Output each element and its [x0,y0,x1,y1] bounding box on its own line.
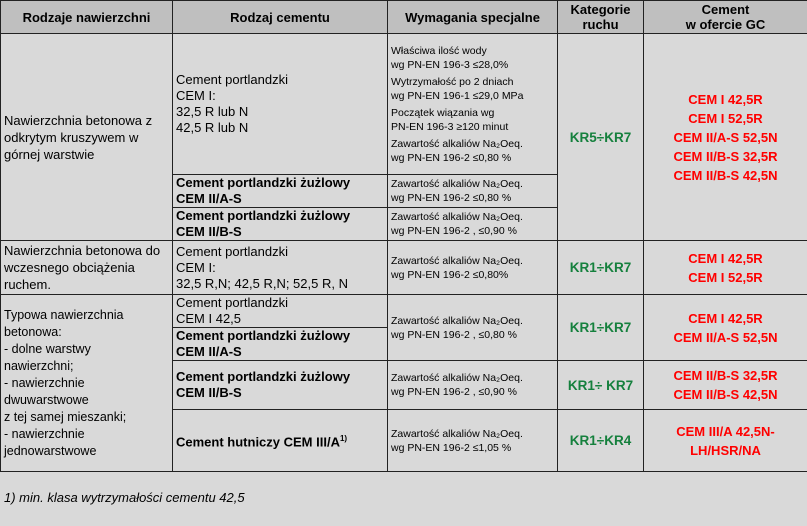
gc-offer-cell: CEM I 42,5R CEM I 52,5R [644,241,807,295]
cement-cell: Cement portlandzki CEM I: 32,5 R lub N 42,5 R lub N [173,34,388,175]
table-row [1,34,807,175]
header-gc-offer: Cement w ofercie GC [644,1,807,34]
header-traffic: Kategorie ruchu [558,1,644,34]
requirements-cell: Zawartość alkaliów Na₂Oeq. wg PN-EN 196-2 , ≤0,90 % [388,361,558,410]
surface-cell: Typowa nawierzchnia betonowa: - dolne warstwy nawierzchni; - nawierzchnie dwuwarstwowe z tej samej mieszanki; - nawierzchnie jednowarstwowe [1,295,173,472]
requirements-cell: Zawartość alkaliów Na₂Oeq. wg PN-EN 196-2 , ≤0,90 % [388,208,558,241]
traffic-category-cell: KR1÷ KR7 [558,361,644,410]
requirements-cell: Zawartość alkaliów Na₂Oeq. wg PN-EN 196-2 ≤1,05 % [388,410,558,472]
cement-cell: Cement portlandzki żużlowy CEM II/A-S [173,175,388,208]
cement-cell: Cement portlandzki CEM I: 32,5 R,N; 42,5 R,N; 52,5 R, N [173,241,388,295]
gc-offer-cell: CEM I 42,5R CEM II/A-S 52,5N [644,295,807,361]
requirements-cell: Zawartość alkaliów Na₂Oeq. wg PN-EN 196-2 ≤0,80% [388,241,558,295]
cement-cell: Cement portlandzki CEM I 42,5 [173,295,388,328]
requirements-cell: Właściwa ilość wody wg PN-EN 196-3 ≤28,0% Wytrzymałość po 2 dniach wg PN-EN 196-1 ≤29,0 MPa Początek wiązania wg PN-EN 196-3 ≥120 minut Zawartość alkaliów Na₂Oeq. wg PN-EN 196-2 ≤0,80 % [388,34,558,175]
gc-offer-cell: CEM II/B-S 32,5R CEM II/B-S 42,5N [644,361,807,410]
header-row [1,1,807,34]
header-requirements: Wymagania specjalne [388,1,558,34]
traffic-category-cell: KR1÷KR4 [558,410,644,472]
gc-offer-cell: CEM I 42,5R CEM I 52,5R CEM II/A-S 52,5N CEM II/B-S 32,5R CEM II/B-S 42,5N [644,34,807,241]
table-row [1,241,807,295]
traffic-category-cell: KR1÷KR7 [558,295,644,361]
gc-offer-cell: CEM III/A 42,5N- LH/HSR/NA [644,410,807,472]
cement-cell: Cement portlandzki żużlowy CEM II/B-S [173,208,388,241]
cement-cell: Cement portlandzki żużlowy CEM II/B-S [173,361,388,410]
surface-cell: Nawierzchnia betonowa do wczesnego obciążenia ruchem. [1,241,173,295]
traffic-category-cell: KR1÷KR7 [558,241,644,295]
requirements-cell: Zawartość alkaliów Na₂Oeq. wg PN-EN 196-2 , ≤0,80 % [388,295,558,361]
header-surface: Rodzaje nawierzchni [1,1,173,34]
table-row [1,295,807,328]
cement-cell: Cement hutniczy CEM III/$A^{1)}$ [173,410,388,472]
header-cement: Rodzaj cementu [173,1,388,34]
cement-cell: Cement portlandzki żużlowy CEM II/A-S [173,328,388,361]
surface-cell: Nawierzchnia betonowa z odkrytym kruszywem w górnej warstwie [1,34,173,241]
footnote: 1) min. klasa wytrzymałości cementu 42,5 [4,490,245,505]
traffic-category-cell: KR5÷KR7 [558,34,644,241]
requirements-cell: Zawartość alkaliów Na₂Oeq. wg PN-EN 196-2 ≤0,80 % [388,175,558,208]
